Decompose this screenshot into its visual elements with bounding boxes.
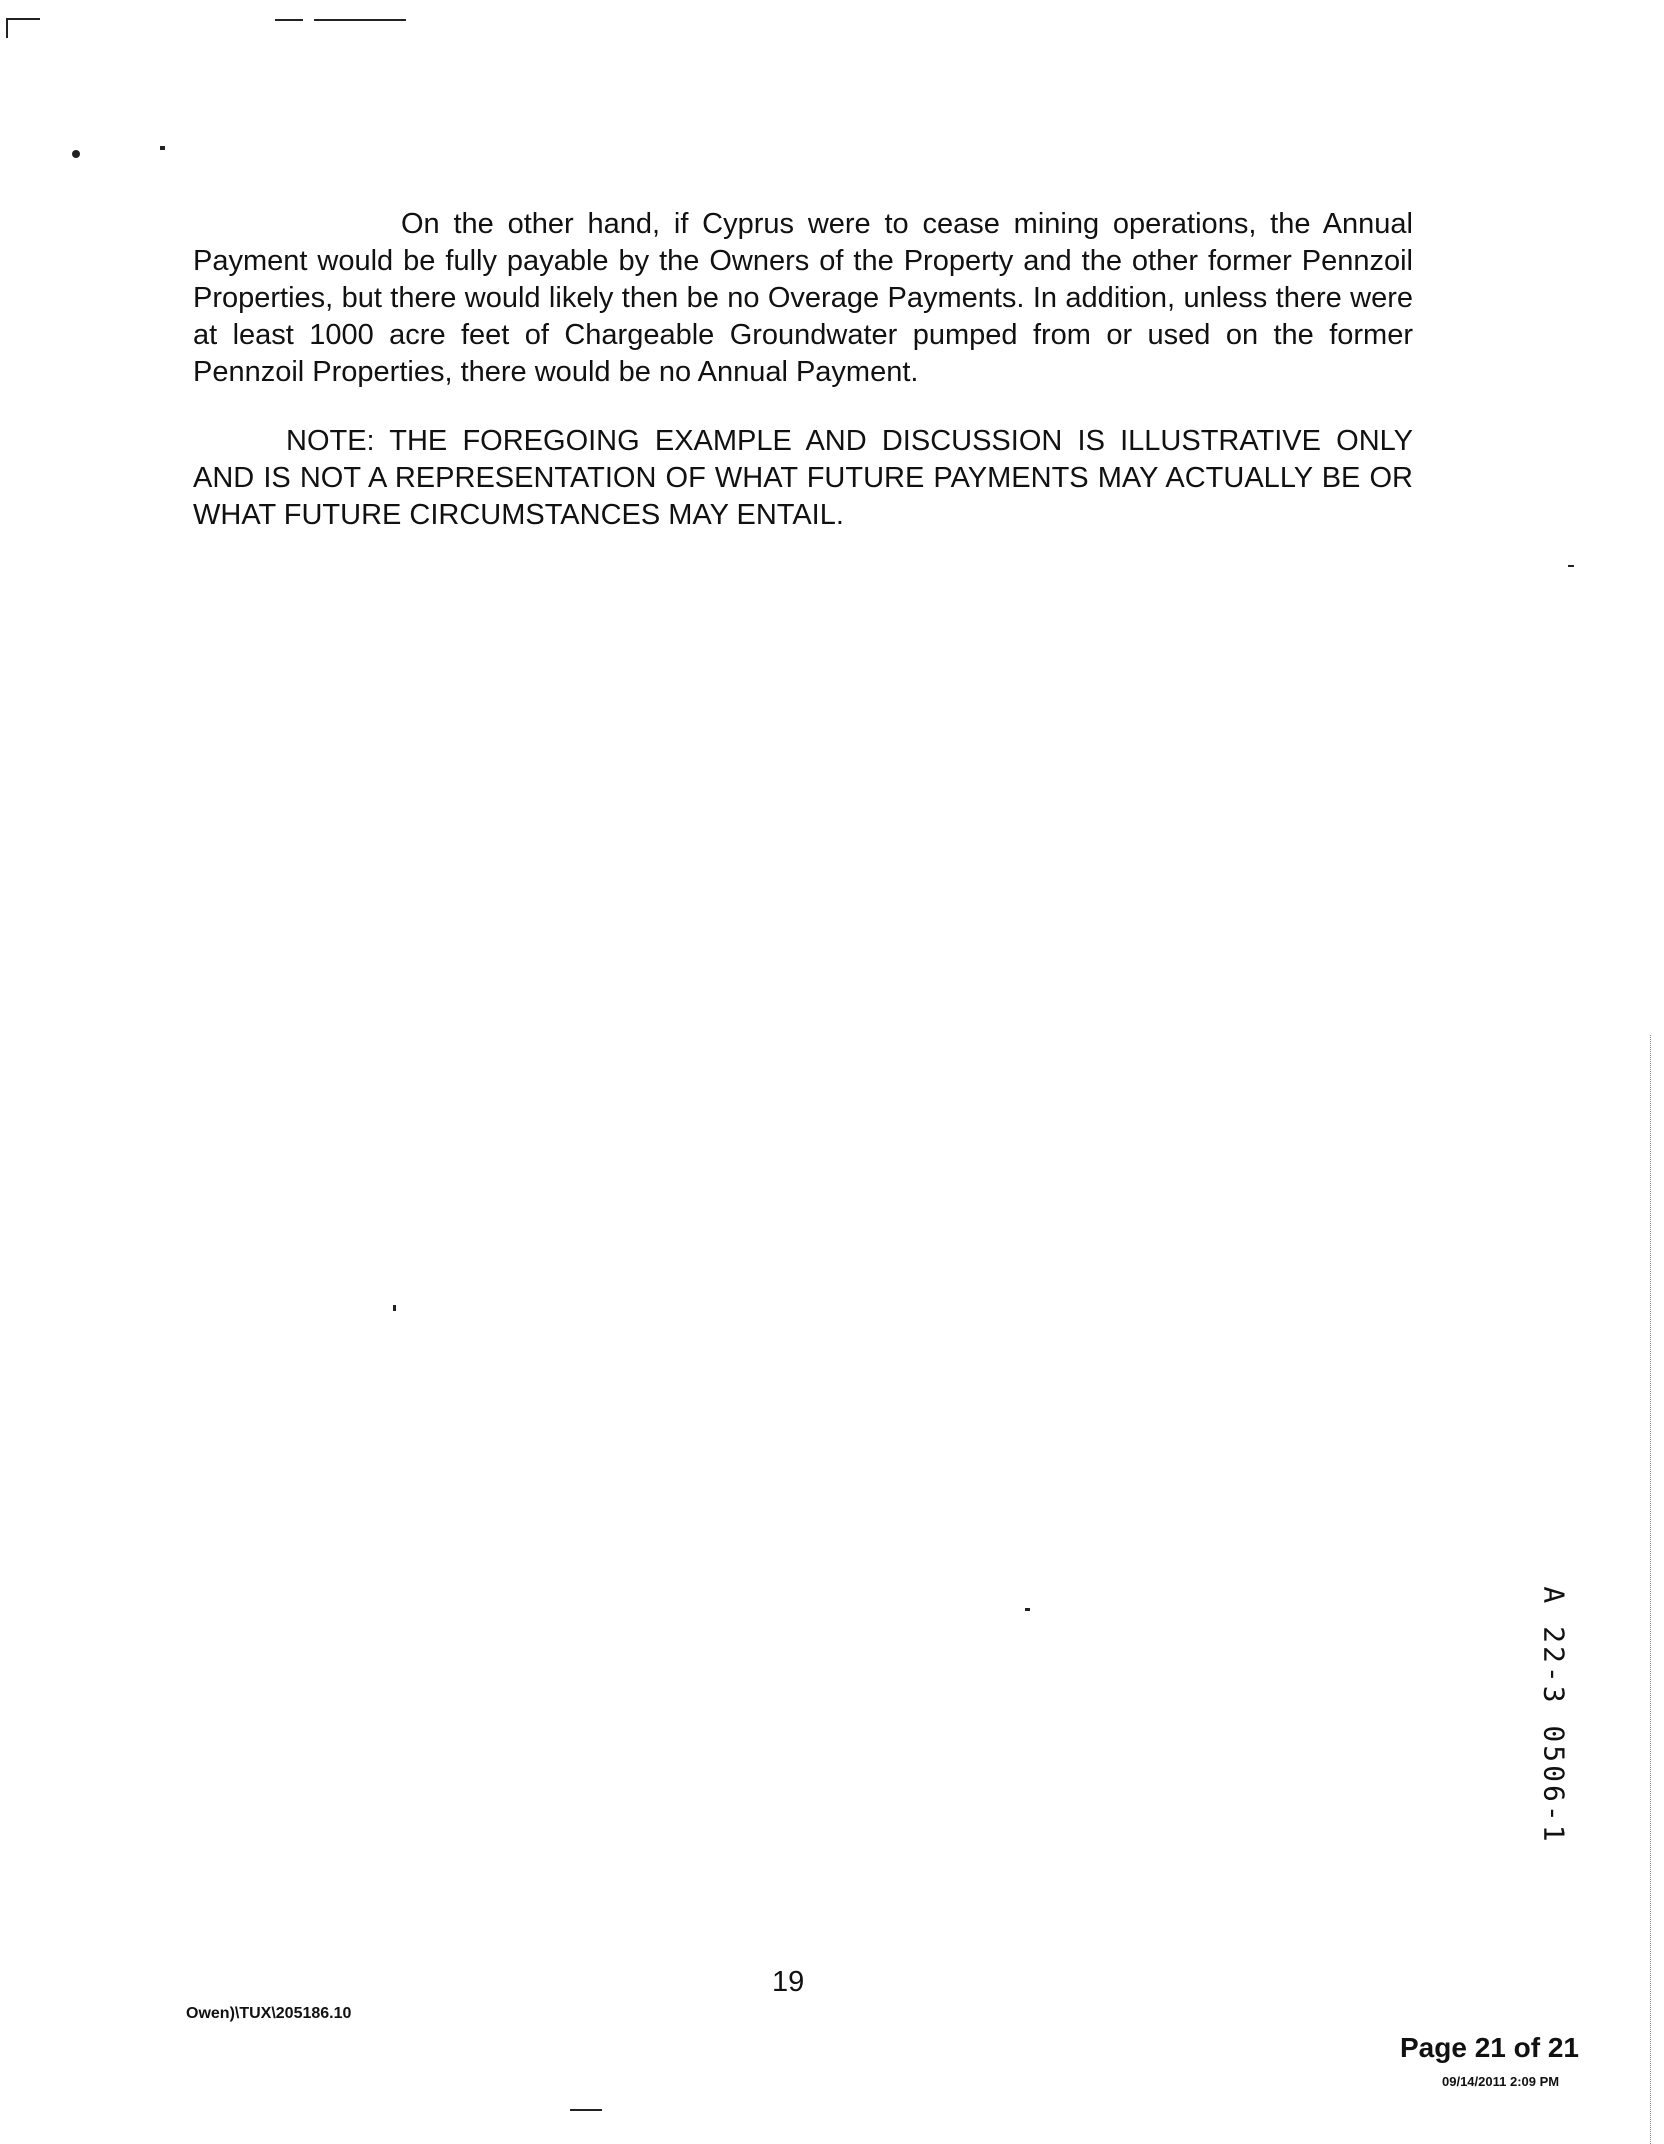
header-dash [314,19,406,21]
corner-mark [6,18,40,20]
document-id: Owen)\TUX\205186.10 [186,2005,352,2022]
corner-mark [6,18,8,38]
body-paragraph: On the other hand, if Cyprus were to cease mining operations, the Annual Payment would be fully payable by the Owners of the Property and the other former Pennzoil Properties, but there would likely then be no Overage Payments. In addition, unless there were at least 1000 acre feet of Chargeable Groundwater pumped from or used on the former Pennzoil Properties, there would be no Annual Payment. [193,208,1413,388]
fax-timestamp: 09/14/2011 2:09 PM [1442,2074,1560,2089]
footer-dash [570,2109,602,2111]
bates-stamp [1530,1525,1578,1905]
scan-speck [72,150,80,158]
disclaimer-note: NOTE: THE FOREGOING EXAMPLE AND DISCUSSION IS ILLUSTRATIVE ONLY AND IS NOT A REPRESENTATION OF WHAT FUTURE PAYMENTS MAY ACTUALLY BE OR WHAT FUTURE CIRCUMSTANCES MAY ENTAIL. [193,425,1413,531]
header-dash [275,19,303,21]
fax-page-count: Page 21 of 21 [1400,2032,1579,2063]
scan-edge [1650,1035,1651,2144]
bates-stamp-text: A 22-3 0506-1 [1537,1585,1571,1845]
scan-speck [160,146,165,150]
page-number: 19 [772,1966,805,1998]
scan-speck [393,1305,396,1311]
scan-speck [1568,565,1574,567]
scan-speck [1025,1608,1030,1611]
